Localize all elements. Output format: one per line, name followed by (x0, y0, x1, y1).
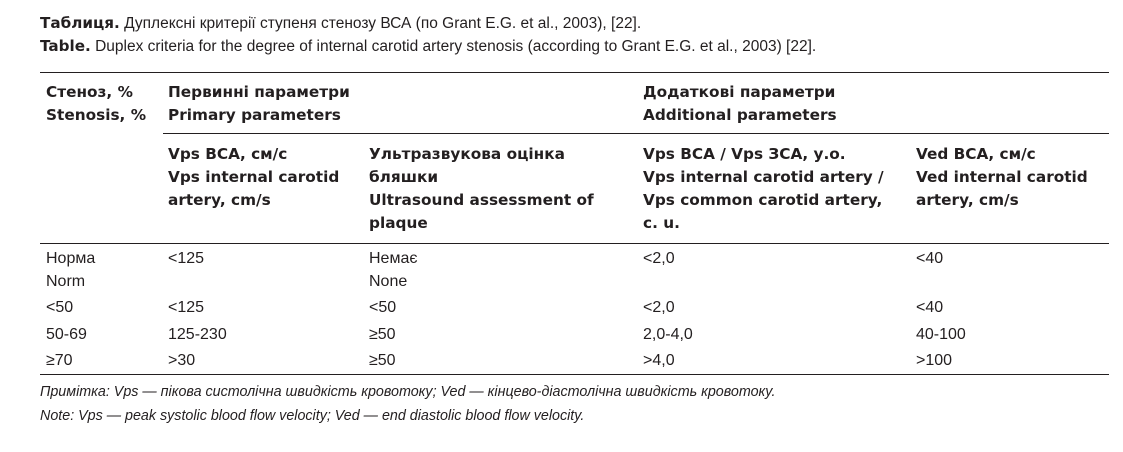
table-caption (40, 12, 816, 58)
cell-ratio: <2,0 (643, 299, 675, 316)
table-note-en: Note: Vps — peak systolic blood flow velocity; Ved — end diastolic blood flow velocity. (40, 408, 585, 424)
header-vps-ica-line-1: Vps ВСА, см/с (168, 145, 288, 163)
header-ratio (643, 143, 884, 235)
cell-stenosis: ≥70 (46, 352, 73, 369)
header-plaque-line-1: Ультразвукова оцінка (369, 145, 565, 163)
header-additional-uk: Додаткові параметри (643, 83, 836, 101)
header-plaque-line-3: Ultrasound assessment of (369, 191, 594, 209)
header-additional (643, 81, 837, 127)
table-note-uk: Примітка: Vps — пікова систолічна швидкість кровотоку; Ved — кінцево-діастолічна швидкість кровотоку. (40, 384, 776, 400)
cell-plaque-en: None (369, 273, 408, 290)
header-primary-uk: Первинні параметри (168, 83, 350, 101)
caption-uk-label: Таблиця. (40, 14, 120, 32)
header-plaque-line-2: бляшки (369, 168, 439, 186)
cell-stenosis (46, 247, 95, 293)
caption-en-label: Table. (40, 37, 91, 55)
cell-vps: 125-230 (168, 326, 227, 343)
header-ved-ica (916, 143, 1088, 212)
header-stenosis-uk: Стеноз, % (46, 83, 133, 101)
header-vps-ica-line-3: artery, cm/s (168, 191, 271, 209)
header-ratio-line-3: Vps common carotid artery, (643, 191, 883, 209)
cell-ved: >100 (916, 352, 953, 369)
caption-english (40, 35, 816, 58)
caption-ukrainian (40, 12, 816, 35)
cell-plaque: <50 (369, 299, 397, 316)
cell-vps: >30 (168, 352, 196, 369)
header-ratio-line-4: c. u. (643, 214, 680, 232)
header-stenosis-en: Stenosis, % (46, 106, 147, 124)
cell-plaque: ≥50 (369, 326, 396, 343)
header-ved-ica-line-3: artery, cm/s (916, 191, 1019, 209)
header-sub-rule (163, 133, 1109, 134)
cell-stenosis: 50-69 (46, 326, 87, 343)
cell-ratio: 2,0-4,0 (643, 326, 693, 343)
cell-plaque (369, 247, 418, 293)
caption-en-text: Duplex criteria for the degree of internal carotid artery stenosis (according to Grant E.G. et al., 2003) [22]. (90, 38, 817, 55)
cell-ved: 40-100 (916, 326, 966, 343)
header-vps-ica-line-2: Vps internal carotid (168, 168, 340, 186)
cell-stenosis-en: Norm (46, 273, 86, 290)
header-bottom-rule (40, 243, 1109, 244)
cell-stenosis: <50 (46, 299, 74, 316)
header-primary (168, 81, 350, 127)
header-vps-ica (168, 143, 339, 212)
caption-uk-text: Дуплексні критерії ступеня стенозу ВСА (по Grant E.G. et al., 2003), [22]. (119, 15, 642, 32)
cell-vps: <125 (168, 299, 205, 316)
header-plaque-line-4: plaque (369, 214, 428, 232)
cell-stenosis-uk: Норма (46, 250, 96, 267)
cell-ved: <40 (916, 250, 944, 267)
cell-ratio: >4,0 (643, 352, 675, 369)
header-ved-ica-line-2: Ved internal carotid (916, 168, 1088, 186)
header-primary-en: Primary parameters (168, 106, 341, 124)
cell-ved: <40 (916, 299, 944, 316)
header-additional-en: Additional parameters (643, 106, 837, 124)
header-plaque (369, 143, 594, 235)
header-stenosis (46, 81, 146, 127)
cell-ratio: <2,0 (643, 250, 675, 267)
table-top-rule (40, 72, 1109, 73)
header-ved-ica-line-1: Ved ВСА, см/с (916, 145, 1036, 163)
header-ratio-line-2: Vps internal carotid artery / (643, 168, 884, 186)
header-ratio-line-1: Vps ВСА / Vps ЗСА, у.о. (643, 145, 846, 163)
table-bottom-rule (40, 374, 1109, 375)
cell-plaque-uk: Немає (369, 250, 418, 267)
cell-vps: <125 (168, 250, 205, 267)
cell-plaque: ≥50 (369, 352, 396, 369)
